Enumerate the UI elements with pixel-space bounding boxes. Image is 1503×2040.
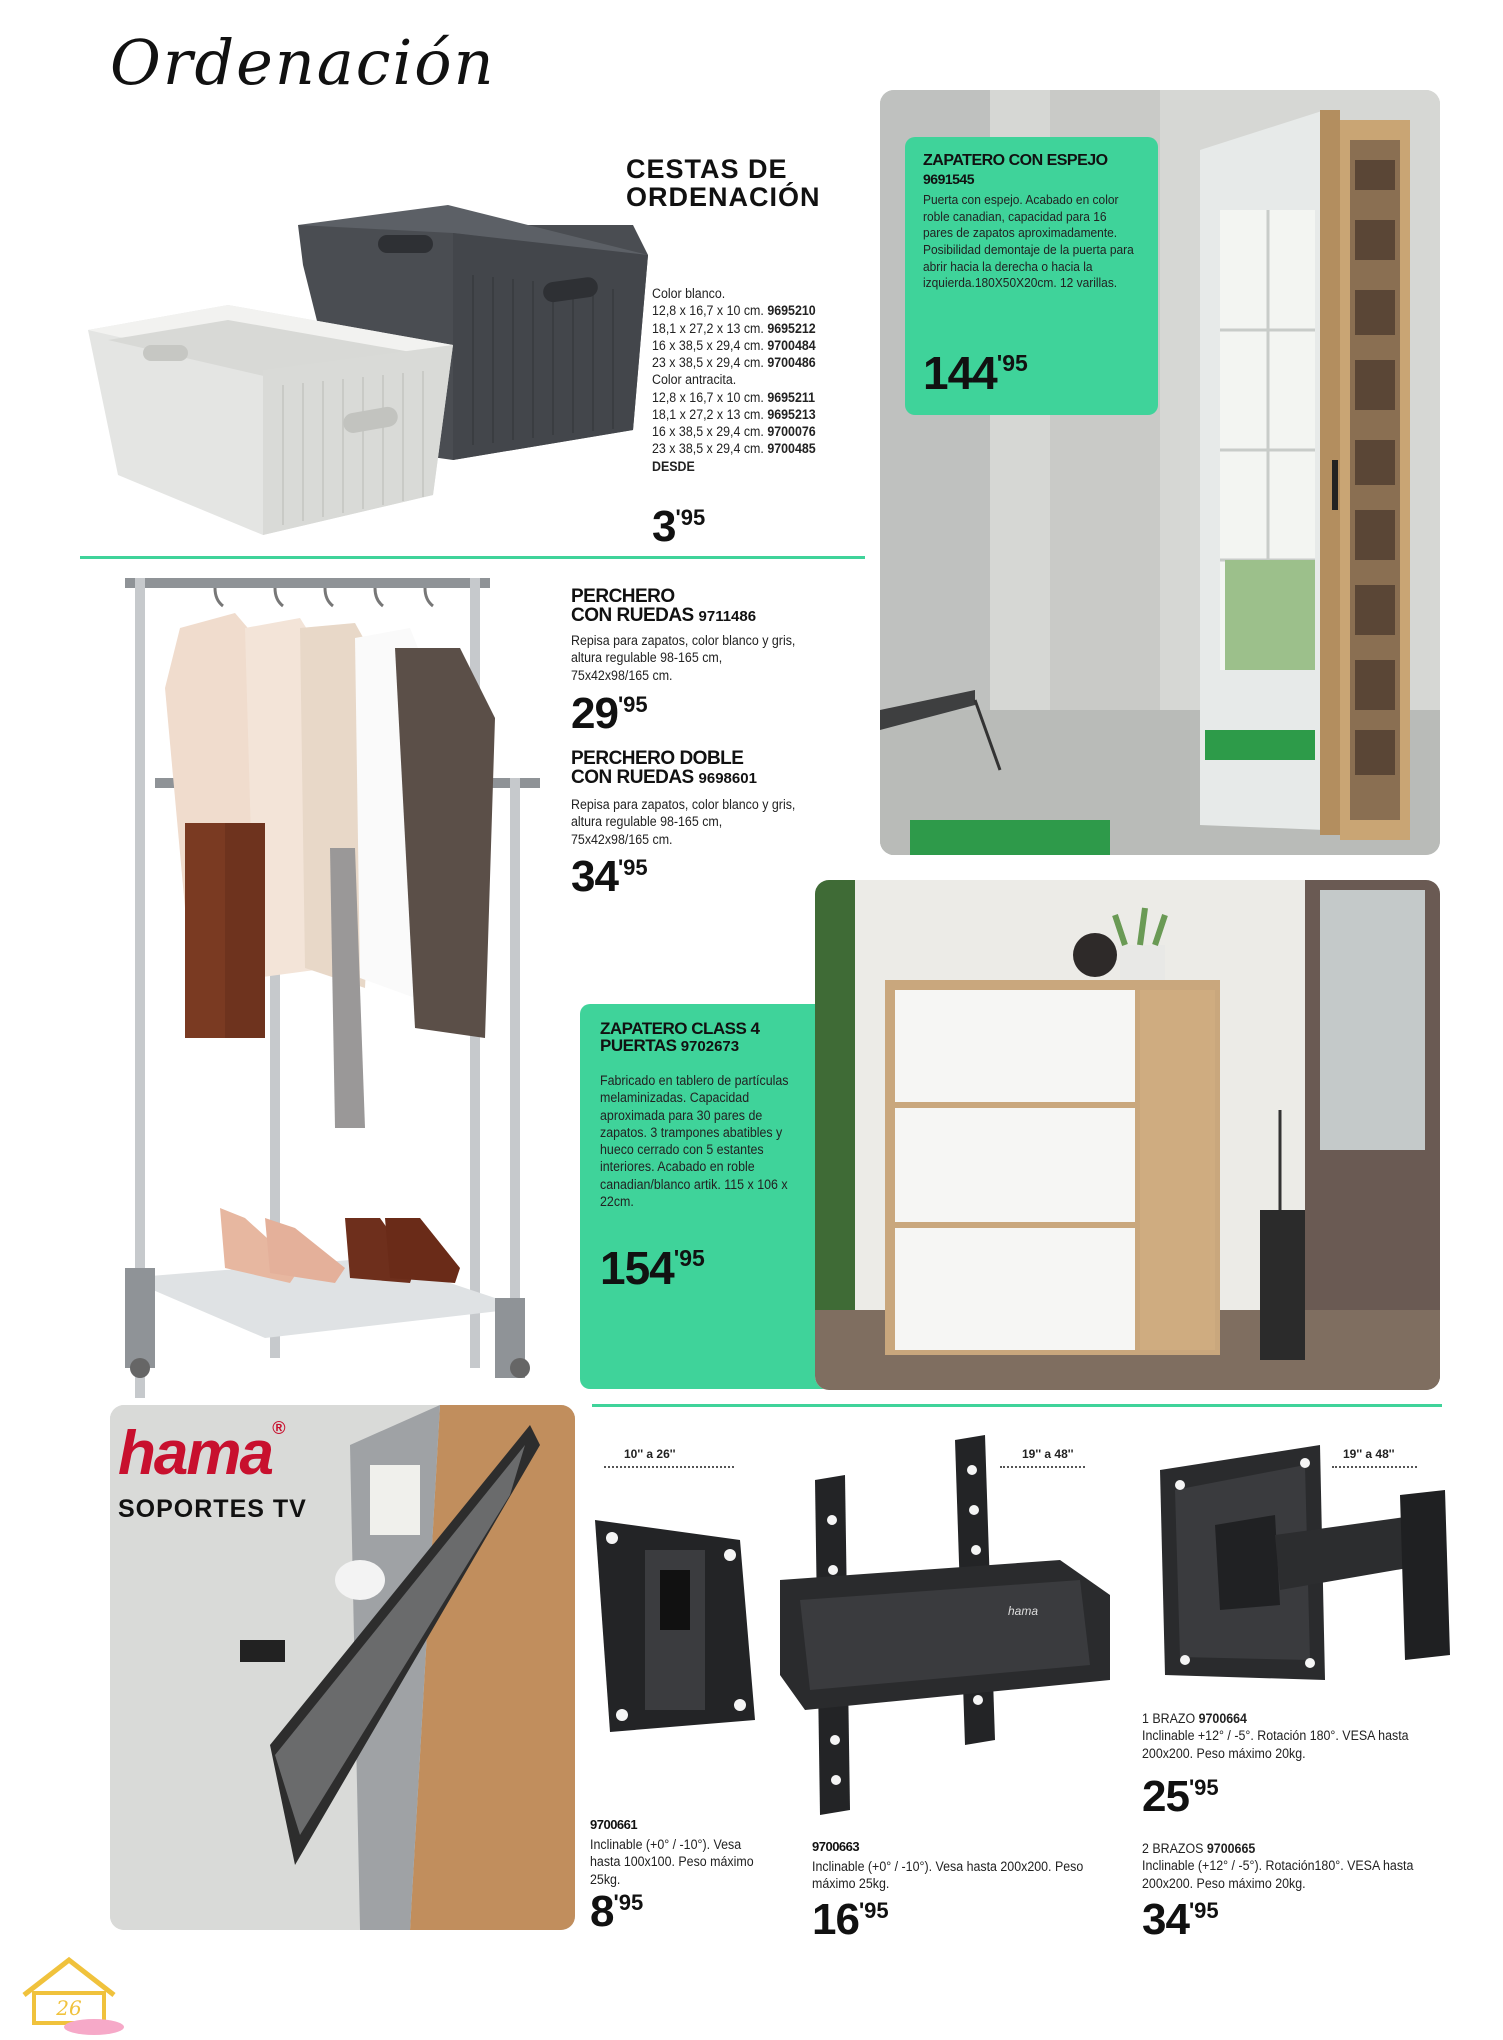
hama-logo xyxy=(118,1418,283,1489)
soporte-2-size: 19'' a 48'' xyxy=(1022,1447,1074,1461)
perchero-doble-code: 9698601 xyxy=(698,770,757,788)
soporte-1-description: Inclinable (+0° / -10°). Vesa hasta 100x100. Peso máximo 25kg. xyxy=(590,1837,754,1887)
storage-baskets-image xyxy=(88,195,648,545)
section-divider xyxy=(80,556,865,559)
cestas-title-line1: CESTAS DE xyxy=(626,154,788,184)
anthracite-heading: Color antracita. xyxy=(652,372,737,388)
soporte-3a-code: 9700664 xyxy=(1198,1711,1247,1726)
perchero-doble-title xyxy=(571,749,757,788)
zapatero-class-photo xyxy=(815,880,1440,1390)
soporte-3a-price: $25^{'95}$ xyxy=(1142,1772,1219,1821)
soporte-3a-info xyxy=(1142,1710,1409,1762)
soporte-2-image xyxy=(780,1410,1115,1815)
zapatero-espejo-title: ZAPATERO CON ESPEJO xyxy=(923,152,1108,169)
perchero-doble-description: Repisa para zapatos, color blanco y gris, altura regulable 98-165 cm, 75x42x98/165 cm. xyxy=(571,797,796,847)
perchero-code: 9711486 xyxy=(698,608,757,626)
zapatero-espejo-code: 9691545 xyxy=(923,171,975,187)
soporte-3b-price: $34^{'95}$ xyxy=(1142,1895,1219,1944)
anthracite-item: 16 x 38,5 x 29,4 cm. 9700076 xyxy=(652,424,816,440)
zapatero-class-title xyxy=(600,1020,760,1055)
soporte-3-image xyxy=(1155,1435,1460,1700)
perchero-doble-price: $34^{'95}$ xyxy=(571,852,648,901)
white-item: 16 x 38,5 x 29,4 cm. 9700484 xyxy=(652,337,816,353)
white-item: 12,8 x 16,7 x 10 cm. 9695210 xyxy=(652,303,816,319)
cestas-description xyxy=(652,285,873,475)
zapatero-class-description: Fabricado en tablero de partículas melaminizadas. Capacidad aproximada para 30 pares de zapatos. 3 trampones abatibles y hueco cerrado con 5 estantes interiores. Acabado en roble canadian/blanco artik. 115 x 106 x 22cm. xyxy=(600,1073,789,1209)
white-item: 23 x 38,5 x 29,4 cm. 9700486 xyxy=(652,355,816,371)
soporte-1-dots xyxy=(604,1466,734,1468)
soporte-3-size: 19'' a 48'' xyxy=(1343,1447,1395,1461)
page-number: 26 xyxy=(56,1996,82,2020)
anthracite-item: 18,1 x 27,2 x 13 cm. 9695213 xyxy=(652,406,816,422)
soporte-3b-description: Inclinable (+12° / -5°). Rotación180°. VESA hasta 200x200. Peso máximo 20kg. xyxy=(1142,1858,1414,1891)
zapatero-espejo-price: $144^{'95}$ xyxy=(923,347,1028,399)
soporte-3b-info xyxy=(1142,1840,1418,1892)
soporte-3b-code: 9700665 xyxy=(1206,1841,1256,1856)
page-title: Ordenación xyxy=(110,26,496,99)
soporte-3a-description: Inclinable +12° / -5°. Rotación 180°. VESA hasta 200x200. Peso máximo 20kg. xyxy=(1142,1728,1409,1761)
zapatero-espejo-description: Puerta con espejo. Acabado en color roble canadian, capacidad para 16 pares de zapatos aproximadamente. Posibilidad demontaje de la puerta para abrir hacia la derecha o hacia la izquierda.180X50X20cm. 12 varillas. xyxy=(923,192,1134,291)
perchero-title-line1: PERCHERO xyxy=(571,586,675,607)
anthracite-item: 23 x 38,5 x 29,4 cm. 9700485 xyxy=(652,441,816,457)
hama-subtitle: SOPORTES TV xyxy=(118,1495,307,1523)
hama-registered: ® xyxy=(271,1418,284,1438)
soporte-3a-label: 1 BRAZO xyxy=(1142,1711,1196,1726)
page-number-badge xyxy=(14,1955,124,2035)
soporte-2-brand: hama xyxy=(1008,1604,1039,1618)
perchero-title xyxy=(571,587,756,626)
cestas-title-line2: ORDENACIÓN xyxy=(626,181,821,212)
soporte-1-price: $8^{'95}$ xyxy=(590,1887,644,1936)
cestas-price: $3^{'95}$ xyxy=(652,502,706,551)
perchero-title-line2: CON RUEDAS xyxy=(571,605,694,627)
soporte-3b-label: 2 BRAZOS xyxy=(1142,1841,1204,1856)
soporte-2-price: $16^{'95}$ xyxy=(812,1895,889,1944)
white-item: 18,1 x 27,2 x 13 cm. 9695212 xyxy=(652,320,816,336)
soporte-1-image xyxy=(590,1510,770,1735)
zapatero-class-title-line2: PUERTAS xyxy=(600,1036,677,1056)
zapatero-class-code: 9702673 xyxy=(680,1038,740,1056)
hama-brand: hama xyxy=(118,1419,272,1488)
zapatero-class-price: $154^{'95}$ xyxy=(600,1242,705,1294)
white-basket xyxy=(88,305,453,535)
soporte-1-size: 10'' a 26'' xyxy=(624,1447,676,1461)
from-label: DESDE xyxy=(652,458,695,474)
perchero-doble-title-line2: CON RUEDAS xyxy=(571,767,694,789)
zapatero-class-title-line1: ZAPATERO CLASS 4 xyxy=(600,1019,760,1038)
white-heading: Color blanco. xyxy=(652,286,726,301)
section-divider-bottom xyxy=(592,1404,1442,1407)
soporte-1-code: 9700661 xyxy=(590,1817,638,1832)
perchero-doble-title-line1: PERCHERO DOBLE xyxy=(571,748,744,769)
perchero-description: Repisa para zapatos, color blanco y gris, altura regulable 98-165 cm, 75x42x98/165 cm. xyxy=(571,633,796,683)
clothes-rack-image xyxy=(125,568,545,1398)
perchero-price: $29^{'95}$ xyxy=(571,689,648,738)
anthracite-item: 12,8 x 16,7 x 10 cm. 9695211 xyxy=(652,389,815,405)
cestas-title xyxy=(626,156,821,211)
soporte-2-code: 9700663 xyxy=(812,1839,860,1854)
soporte-2-description: Inclinable (+0° / -10°). Vesa hasta 200x200. Peso máximo 25kg. xyxy=(812,1859,1084,1892)
